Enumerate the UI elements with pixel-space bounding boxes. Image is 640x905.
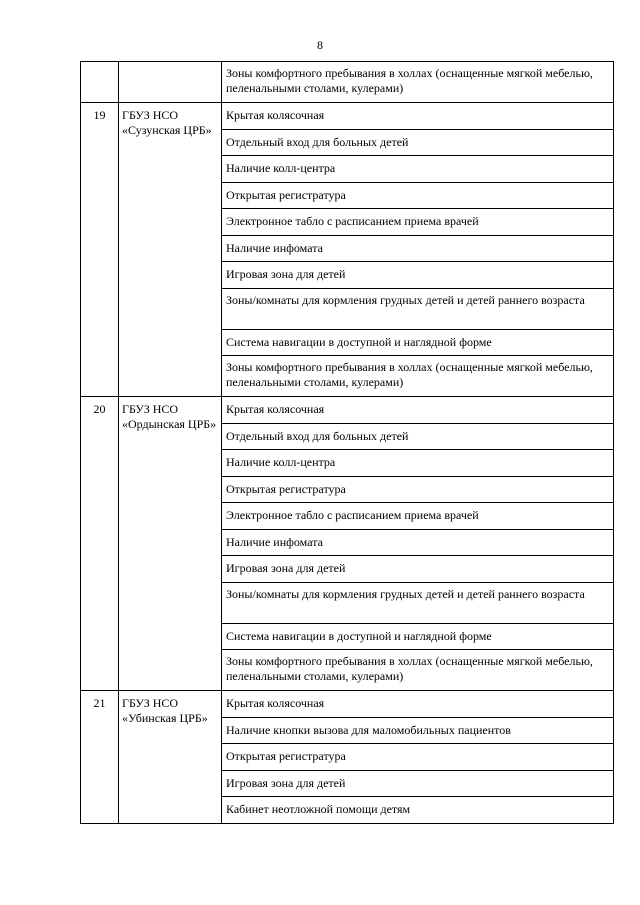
feature-cell: Зоны комфортного пребывания в холлах (оснащенные мягкой мебелью, пеленальными столами, кулерами) bbox=[222, 62, 614, 103]
feature-cell: Игровая зона для детей bbox=[222, 770, 614, 797]
feature-cell: Зоны/комнаты для кормления грудных детей и детей раннего возраста bbox=[222, 582, 614, 623]
feature-cell: Игровая зона для детей bbox=[222, 262, 614, 289]
feature-cell: Кабинет неотложной помощи детям bbox=[222, 797, 614, 824]
feature-cell: Игровая зона для детей bbox=[222, 556, 614, 583]
feature-cell: Электронное табло с расписанием приема врачей bbox=[222, 503, 614, 530]
feature-cell: Отдельный вход для больных детей bbox=[222, 129, 614, 156]
feature-cell: Зоны/комнаты для кормления грудных детей и детей раннего возраста bbox=[222, 288, 614, 329]
feature-cell: Крытая колясочная bbox=[222, 691, 614, 718]
feature-cell: Наличие колл-центра bbox=[222, 156, 614, 183]
organization-name: ГБУЗ НСО «Убинская ЦРБ» bbox=[119, 691, 222, 824]
row-number: 19 bbox=[81, 103, 119, 397]
feature-cell: Наличие инфомата bbox=[222, 529, 614, 556]
page-number: 8 bbox=[317, 38, 323, 52]
feature-cell: Крытая колясочная bbox=[222, 397, 614, 424]
organization-name: ГБУЗ НСО «Сузунская ЦРБ» bbox=[119, 103, 222, 397]
clinics-features-table bbox=[80, 61, 614, 824]
table-row bbox=[81, 103, 614, 130]
feature-cell: Зоны комфортного пребывания в холлах (оснащенные мягкой мебелью, пеленальными столами, кулерами) bbox=[222, 650, 614, 691]
table-row-continuation bbox=[81, 62, 614, 103]
feature-cell: Открытая регистратура bbox=[222, 476, 614, 503]
feature-cell: Система навигации в доступной и наглядной форме bbox=[222, 329, 614, 356]
row-number: 21 bbox=[81, 691, 119, 824]
feature-cell: Отдельный вход для больных детей bbox=[222, 423, 614, 450]
empty-org-cell bbox=[119, 62, 222, 103]
organization-name: ГБУЗ НСО «Ордынская ЦРБ» bbox=[119, 397, 222, 691]
feature-cell: Электронное табло с расписанием приема врачей bbox=[222, 209, 614, 236]
feature-cell: Открытая регистратура bbox=[222, 182, 614, 209]
feature-cell: Наличие кнопки вызова для маломобильных пациентов bbox=[222, 717, 614, 744]
feature-cell: Зоны комфортного пребывания в холлах (оснащенные мягкой мебелью, пеленальными столами, кулерами) bbox=[222, 356, 614, 397]
feature-cell: Наличие инфомата bbox=[222, 235, 614, 262]
empty-num-cell bbox=[81, 62, 119, 103]
feature-cell: Открытая регистратура bbox=[222, 744, 614, 771]
feature-cell: Наличие колл-центра bbox=[222, 450, 614, 477]
table-row bbox=[81, 397, 614, 424]
row-number: 20 bbox=[81, 397, 119, 691]
table-row bbox=[81, 691, 614, 718]
feature-cell: Система навигации в доступной и наглядной форме bbox=[222, 623, 614, 650]
feature-cell: Крытая колясочная bbox=[222, 103, 614, 130]
